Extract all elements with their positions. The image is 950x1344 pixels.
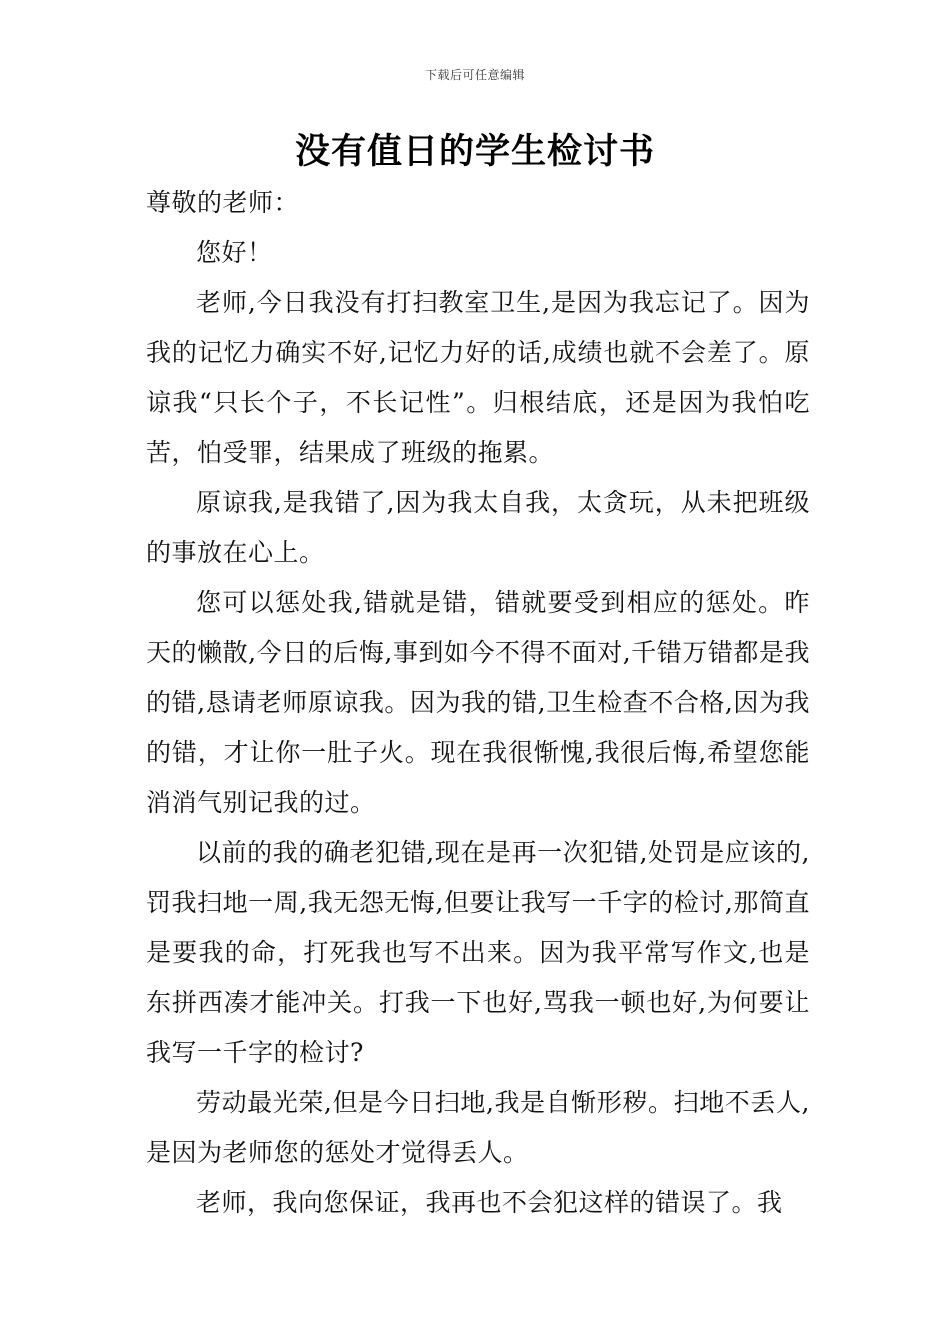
paragraph: 老师，我向您保证，我再也不会犯这样的错误了。我 bbox=[196, 1188, 783, 1217]
document-body bbox=[146, 178, 810, 1228]
paragraph: 劳动最光荣,但是今日扫地,我是自惭形秽。扫地不丢人,是因为老师您的惩处才觉得丢人。 bbox=[146, 1088, 810, 1167]
paragraph: 您可以惩处我,错就是错，错就要受到相应的惩处。昨天的懒散,今日的后悔,事到如今不得不面对,千错万错都是我的错,恳请老师原谅我。因为我的错,卫生检查不合格,因为我的错，才让你一肚子火。现在我很惭愧,我很后悔,希望您能消消气别记我的过。 bbox=[146, 588, 810, 817]
paragraph: 以前的我的确老犯错,现在是再一次犯错,处罚是应该的,罚我扫地一周,我无怨无悔,但要让我写一千字的检讨,那简直是要我的命，打死我也写不出来。因为我平常写作文,也是东拼西凑才能冲关。打我一下也好,骂我一顿也好,为何要让我写一千字的检讨? bbox=[146, 838, 810, 1067]
paragraph: 原谅我,是我错了,因为我太自我，太贪玩，从未把班级的事放在心上。 bbox=[146, 488, 810, 567]
greeting: 您好！ bbox=[196, 238, 273, 267]
header-note: 下载后可任意编辑 bbox=[424, 68, 525, 82]
paragraph: 老师,今日我没有打扫教室卫生,是因为我忘记了。因为我的记忆力确实不好,记忆力好的话,成绩也就不会差了。原谅我“只长个子，不长记性”。归根结底，还是因为我怕吃苦，怕受罪，结果成了班级的拖累。 bbox=[146, 288, 810, 467]
document-title: 没有值日的学生检讨书 bbox=[294, 132, 655, 172]
salutation: 尊敬的老师： bbox=[146, 188, 300, 217]
